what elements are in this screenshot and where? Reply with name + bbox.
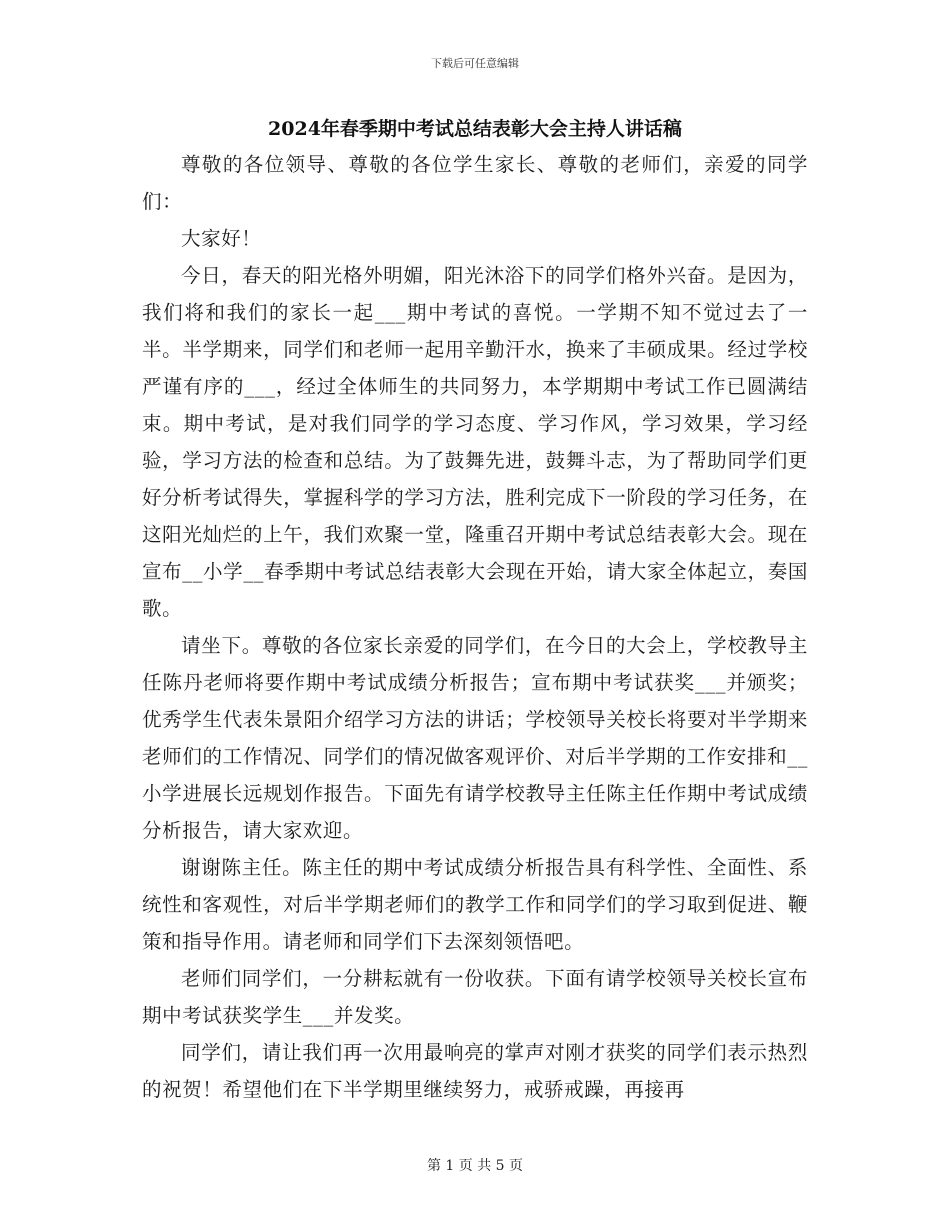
paragraph-opening: 今日，春天的阳光格外明媚，阳光沐浴下的同学们格外兴奋。是因为，我们将和我们的家长一起___期中考试的喜悦。一学期不知不觉过去了一半。半学期来，同学们和老师一起用辛勤汗水，换来了丰硕成果。经过学校严谨有序的___，经过全体师生的共同努力，本学期期中考试工作已圆满结束。期中考试，是对我们同学的学习态度、学习作风，学习效果，学习经验，学习方法的检查和总结。为了鼓舞先进，鼓舞斗志，为了帮助同学们更好分析考试得失，掌握科学的学习方法，胜利完成下一阶段的学习任务，在这阳光灿烂的上午，我们欢聚一堂，隆重召开期中考试总结表彰大会。现在宣布__小学__春季期中考试总结表彰大会现在开始，请大家全体起立，奏国歌。 — [142, 264, 808, 620]
paragraph-greeting: 大家好！ — [181, 227, 262, 250]
paragraph-agenda: 请坐下。尊敬的各位家长亲爱的同学们，在今日的大会上，学校教导主任陈丹老师将要作期中考试成绩分析报告；宣布期中考试获奖___并颁奖；优秀学生代表朱景阳介绍学习方法的讲话；学校领导关校长将要对半学期来老师们的工作情况、同学们的情况做客观评价、对后半学期的工作安排和__小学进展长远规划作报告。下面先有请学校教导主任陈主任作期中考试成绩分析报告，请大家欢迎。 — [142, 634, 808, 842]
document-body — [142, 146, 808, 1108]
paragraph-congratulations: 同学们，请让我们再一次用最响亮的掌声对刚才获奖的同学们表示热烈的祝贺！希望他们在下半学期里继续努力，戒骄戒躁，再接再 — [142, 1041, 808, 1101]
page-number: 第 1 页 共 5 页 — [426, 1158, 524, 1174]
paragraph-salutation: 尊敬的各位领导、尊敬的各位学生家长、尊敬的老师们，亲爱的同学们： — [142, 153, 808, 213]
document-title: 2024年春季期中考试总结表彰大会主持人讲话稿 — [268, 118, 682, 140]
paragraph-thanks: 谢谢陈主任。陈主任的期中考试成绩分析报告具有科学性、全面性、系统性和客观性，对后半学期老师们的教学工作和同学们的学习取到促进、鞭策和指导作用。请老师和同学们下去深刻领悟吧。 — [142, 856, 808, 953]
paragraph-awards-intro: 老师们同学们，一分耕耘就有一份收获。下面有请学校领导关校长宣布期中考试获奖学生___并发奖。 — [142, 967, 808, 1027]
header-note: 下载后可任意编辑 — [431, 57, 519, 70]
